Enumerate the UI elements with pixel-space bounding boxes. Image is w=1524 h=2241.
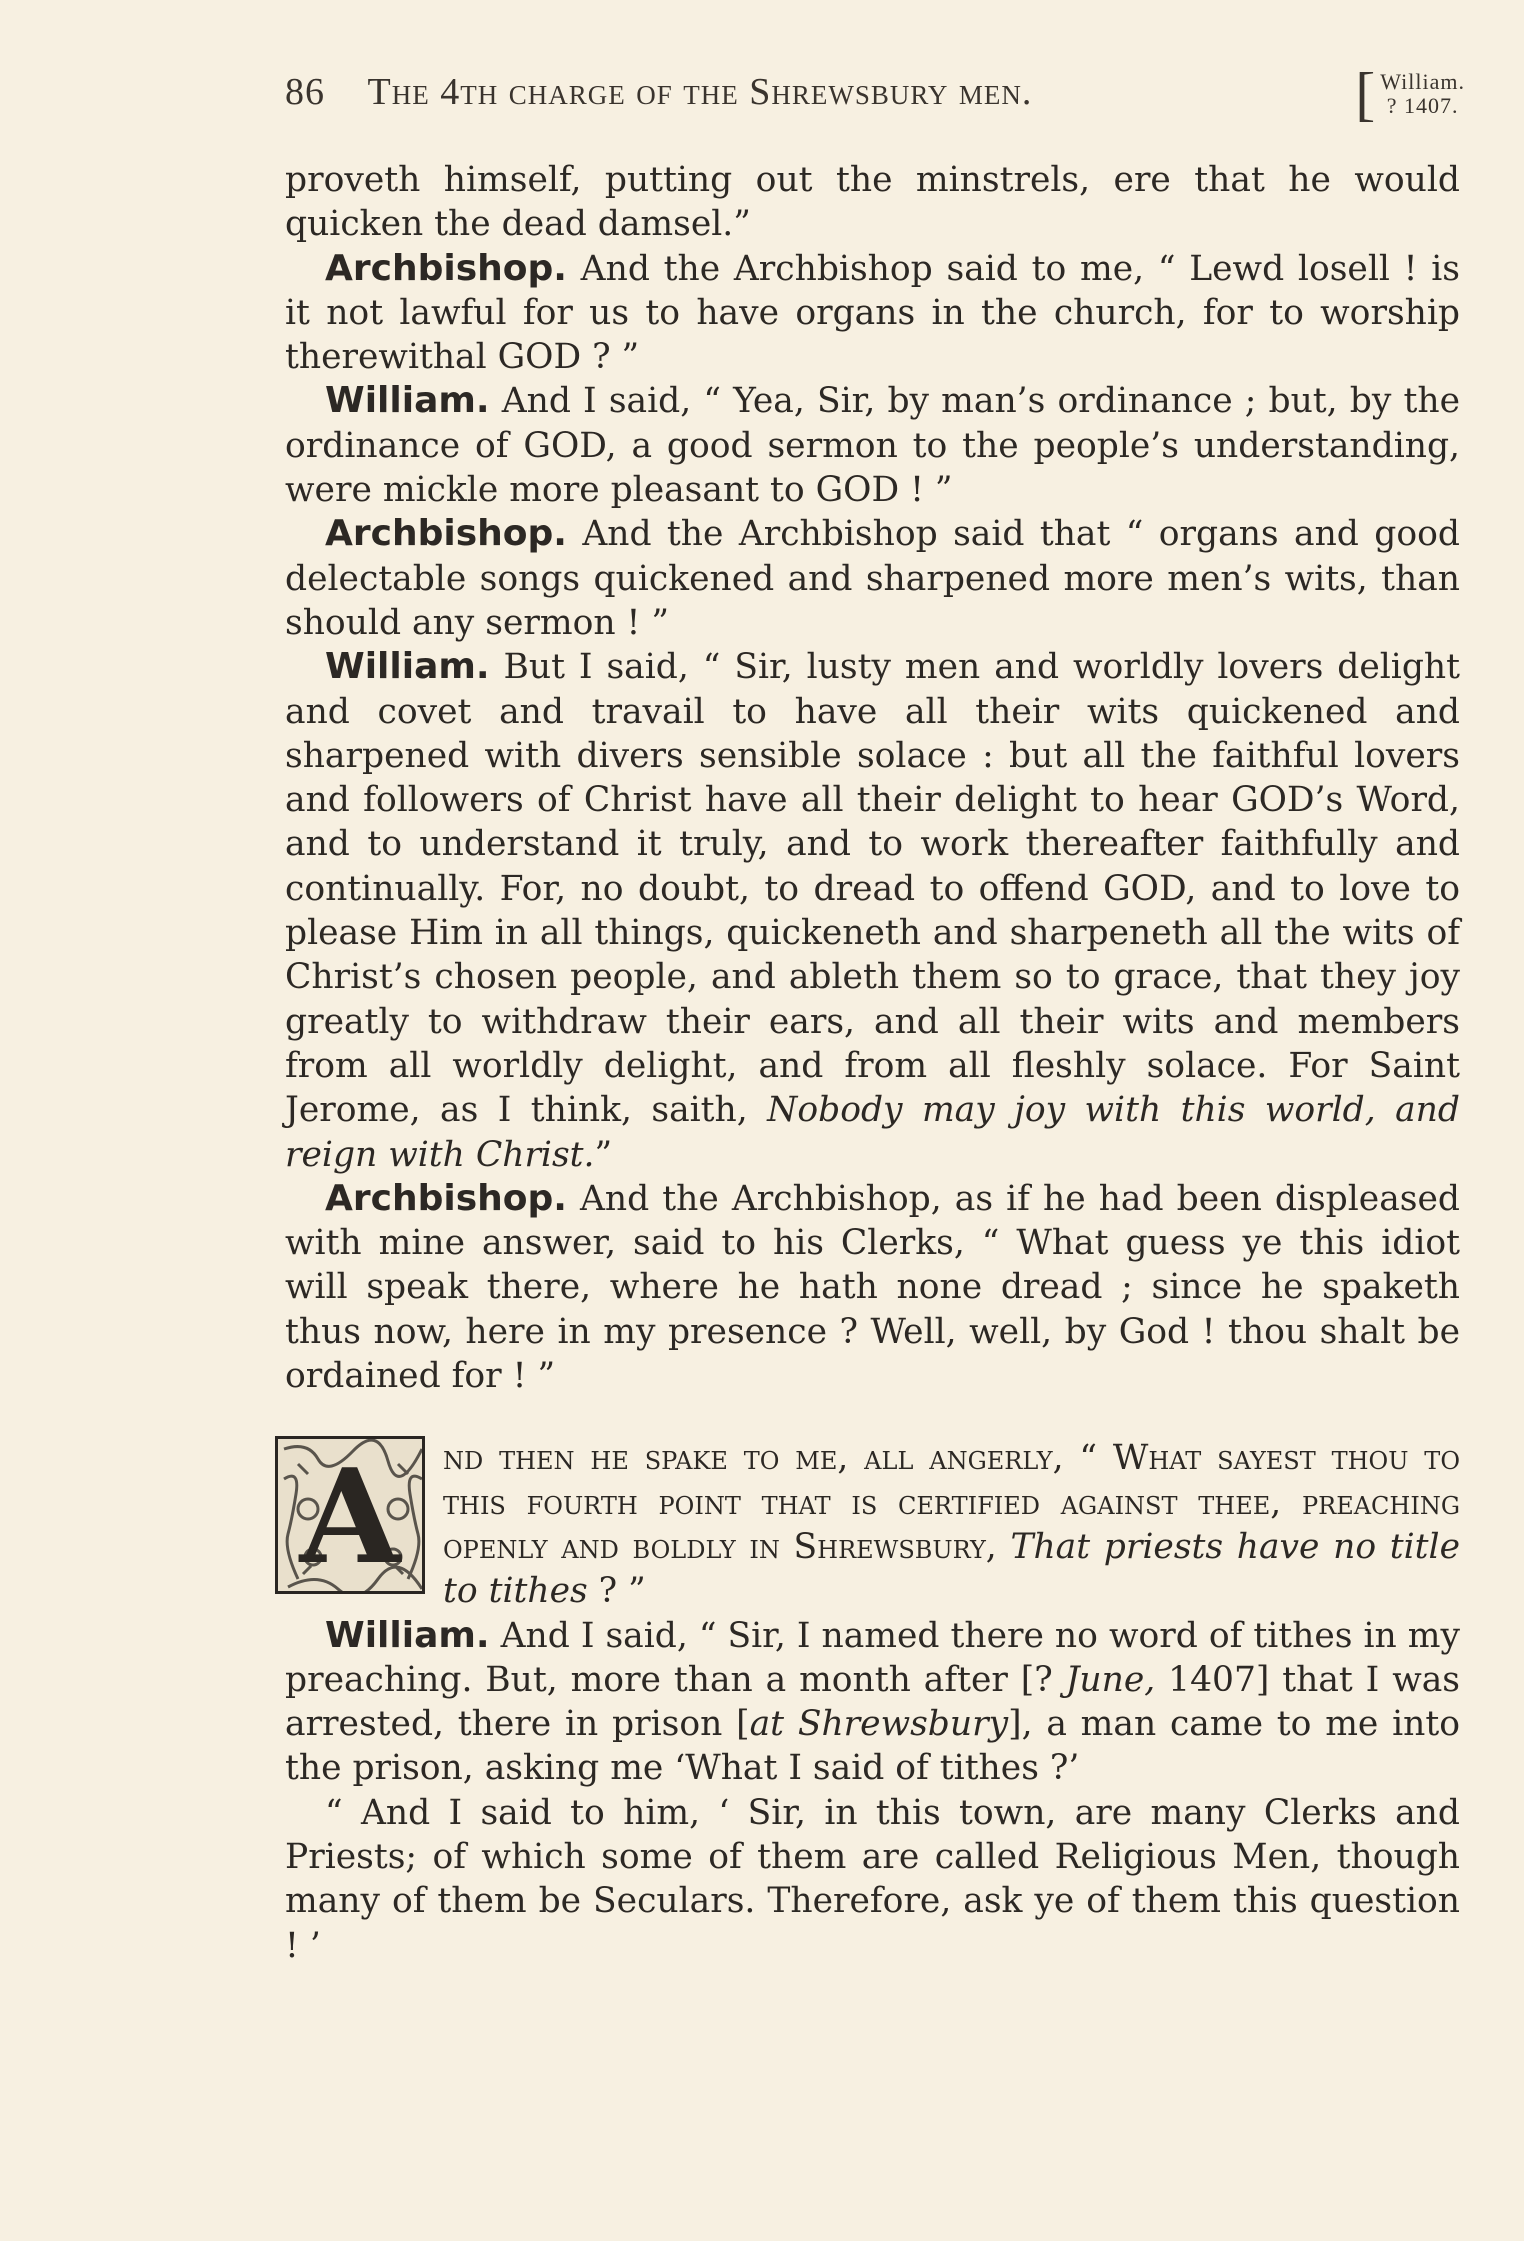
paragraph-text: “ And I said to him, ‘ Sir, in this town, are many Clerks and Priests; of which some of them are called Religious Men, though many of them be Seculars. Therefore, ask ye of them this question ! ’ <box>285 1792 1460 1966</box>
speaker-label: William. <box>325 646 490 688</box>
paragraph-text: And the Archbishop said that “ organs and good delectable songs quickened and sharpened more men’s wits, than should any sermon ! ” <box>285 514 1460 643</box>
paragraph-text: But I said, “ Sir, lusty men and worldly lovers delight and covet and travail to have all their wits quickened and sharpened with divers sensible solace : but all the faithful lovers and followers of Christ have all their delight to hear GOD’s Word, and to understand it truly, and to work thereafter faithfully and continually. For, no doubt, to dread to offend GOD, and to love to please Him in all things, quickeneth and sharpeneth all the wits of Christ’s chosen people, and ableth them so to grace, that they joy greatly to withdraw their ears, and all their wits and members from all worldly delight, and from all fleshly solace. For Saint Jerome, as I think, saith, <box>285 647 1460 1131</box>
paragraph-text: And the Archbishop said to me, “ Lewd losell ! is it not lawful for us to have organs in the church, for to worship therewithal GOD ? ” <box>285 248 1460 378</box>
paragraph <box>285 1791 1460 1968</box>
section-gap <box>285 1398 1460 1436</box>
paragraph-tail: ? ” <box>587 1571 646 1612</box>
initial-letter: A <box>299 1440 401 1594</box>
note-italic: at Shrewsbury <box>749 1704 1009 1745</box>
speaker-label: Archbishop. <box>325 247 567 289</box>
paragraph <box>285 379 1460 512</box>
speaker-label: William. <box>325 1614 490 1656</box>
paragraph <box>285 247 1460 380</box>
paragraph-text: And the Archbishop, as if he had been displeased with mine answer, said to his Clerks, “ What guess ye this idiot will speak there, where he hath none dread ; since he spaketh thus now, here in my presence ? Well, well, by God ! thou shalt be ordained for ! ” <box>285 1178 1460 1397</box>
dropcap-paragraph <box>285 1436 1460 1613</box>
paragraph-text: nd then he spake to me, all angerly, “ What sayest thou to this fourth point that is certified against thee, preaching openly and boldly in Shrewsbury, <box>443 1438 1460 1567</box>
bracket-top: William. <box>1380 69 1465 94</box>
paragraph <box>285 158 1460 247</box>
speaker-label: Archbishop. <box>325 513 567 555</box>
paragraph-text: And I said, “ Sir, I named there no word of tithes in my preaching. But, more than a month after [? <box>285 1615 1460 1700</box>
paragraph <box>285 512 1460 645</box>
paragraph-tail: ], a man came to me into the prison, asking me ‘What I said of tithes ?’ <box>285 1704 1460 1789</box>
paragraph <box>285 1177 1460 1398</box>
bracket-glyph: [ <box>1355 61 1377 127</box>
running-header <box>285 61 1465 130</box>
quotation-italic: That priests have no title to tithes <box>443 1526 1460 1612</box>
paragraph <box>285 1614 1460 1791</box>
speaker-label: William. <box>325 380 490 422</box>
ornamental-initial-icon <box>275 1436 425 1594</box>
paragraph-text: And I said, “ Yea, Sir, by man’s ordinance ; but, by the ordinance of GOD, a good sermon to the people’s understanding, were mickle more pleasant to GOD ! ” <box>285 381 1460 511</box>
paragraph <box>285 1436 1460 1613</box>
bracket-bottom: ? 1407. <box>1386 93 1459 118</box>
page-number: 86 <box>285 71 325 113</box>
speaker-label: Archbishop. <box>325 1177 567 1219</box>
paragraph-text: 1407] that I was arrested, there in prison [ <box>285 1659 1461 1745</box>
note-italic: June, <box>1065 1659 1156 1700</box>
paragraph-text: proveth himself, putting out the minstrels, ere that he would quicken the dead damsel.” <box>285 160 1460 245</box>
paragraph-tail: ” <box>594 1134 613 1175</box>
quotation-italic: Nobody may joy with this world, and reign with Christ. <box>285 1090 1460 1175</box>
paragraph <box>285 645 1460 1177</box>
running-title: The 4th charge of the Shrewsbury men. <box>367 71 1033 113</box>
margin-bracket <box>1355 61 1465 127</box>
body-text <box>285 158 1460 1968</box>
